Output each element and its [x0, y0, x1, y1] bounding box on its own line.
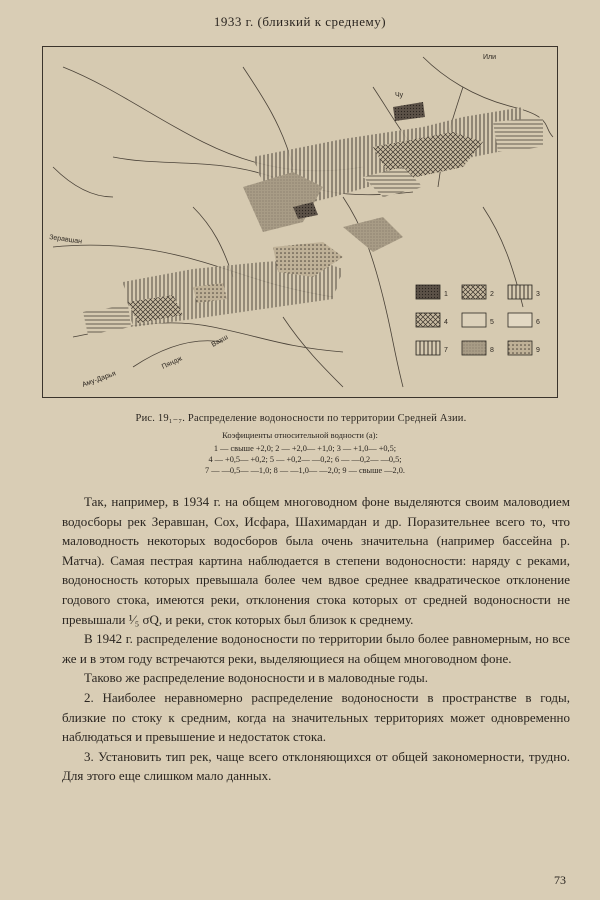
page-title: 1933 г. (близкий к среднему): [213, 14, 387, 29]
zone-horizontal-west: [83, 305, 131, 335]
legend-label-7: 7: [444, 347, 448, 354]
zone-dark-north: [393, 102, 425, 121]
label-chu: Чу: [395, 92, 404, 99]
zone-gray-central: [243, 172, 323, 232]
zone-gray-east: [343, 217, 403, 252]
legend-label-9: 9: [536, 347, 540, 354]
figure-map: [42, 46, 558, 398]
legend-label-1: 1: [444, 291, 448, 298]
paragraph-3: Таково же распределение водоносности и в маловодные годы.: [84, 670, 428, 686]
legend-swatch-1: [416, 285, 440, 299]
zone-horizontal-east: [493, 117, 543, 152]
legend-swatch-7: [416, 341, 440, 355]
page-number: 73: [554, 873, 566, 887]
coefficients-line-1: 1 — свыше +2,0; 2 — +2,0— +1,0; 3 — +1,0— +0,5;: [213, 444, 397, 453]
legend-swatch-6: [508, 313, 532, 327]
legend-label-6: 6: [536, 319, 540, 326]
label-ili: Или: [483, 54, 497, 61]
legend-swatch-9: [508, 341, 532, 355]
label-amu-darya: Аму-Дарья: [81, 370, 117, 389]
label-vakhsh: Вахш: [210, 333, 230, 349]
paragraph-4: 2. Наиболее неравномерно распределение водоносности в пространстве в годы, близкие по стоку к средним, когда на значительных территориях может одновременно наблюдаться и превышение и недостаток стока.: [62, 689, 570, 745]
legend-swatch-5: [462, 313, 486, 327]
label-pyandzh: Пяндж: [160, 355, 184, 371]
paragraph-2: В 1942 г. распределение водоносности по территории было более равномерным, но все же и в этом году встречаются реки, выделяющиеся на общем многоводном фоне.: [62, 631, 570, 666]
legend-swatch-3: [508, 285, 532, 299]
label-zeravshan: Зеравшан: [48, 234, 83, 246]
legend-swatch-4: [416, 313, 440, 327]
legend-label-8: 8: [490, 347, 494, 354]
legend-label-4: 4: [444, 319, 448, 326]
paragraph-1: Так, например, в 1934 г. на общем многоводном фоне выделяются своим маловодием водосборы рек Зеравшан, Сох, Исфара, Шахимардан и др. Поразительнее всего то, что маловодность некоторых водосборов была очень значительна (например бассейна р. Матча). Самая пестрая картина наблюдается в степени водоносности: наряду с реками, водоносность которых превышала более чем вдвое среднее квадратическое отклонение годового стока, имеются реки, отклонения стока которых от средней водоносности не превышали ¹⁄₅ σQ, и реки, сток которых был близок к среднему.: [62, 494, 570, 627]
coefficients-line-2: 4 — +0,5— +0,2; 5 — +0,2— —0,2; 6 — —0,2— —0,5;: [208, 455, 402, 464]
legend-label-2: 2: [490, 291, 494, 298]
body-text: [62, 492, 570, 786]
legend-label-5: 5: [490, 319, 494, 326]
coefficients-heading: Коэфициенты относительной водности (а):: [222, 430, 378, 440]
coefficients-line-3: 7 — —0,5— —1,0; 8 — —1,0— —2,0; 9 — свыше —2,0.: [204, 466, 406, 475]
map-legend: [416, 285, 540, 355]
paragraph-5: 3. Установить тип рек, чаще всего отклоняющихся от общей закономерности, трудно. Для этого еще слишком мало данных.: [62, 748, 570, 784]
legend-label-3: 3: [536, 291, 540, 298]
legend-swatch-2: [462, 285, 486, 299]
figure-caption: Рис. 19₁₋₇. Распределение водоносности по территории Средней Азии.: [135, 413, 467, 424]
legend-swatch-8: [462, 341, 486, 355]
